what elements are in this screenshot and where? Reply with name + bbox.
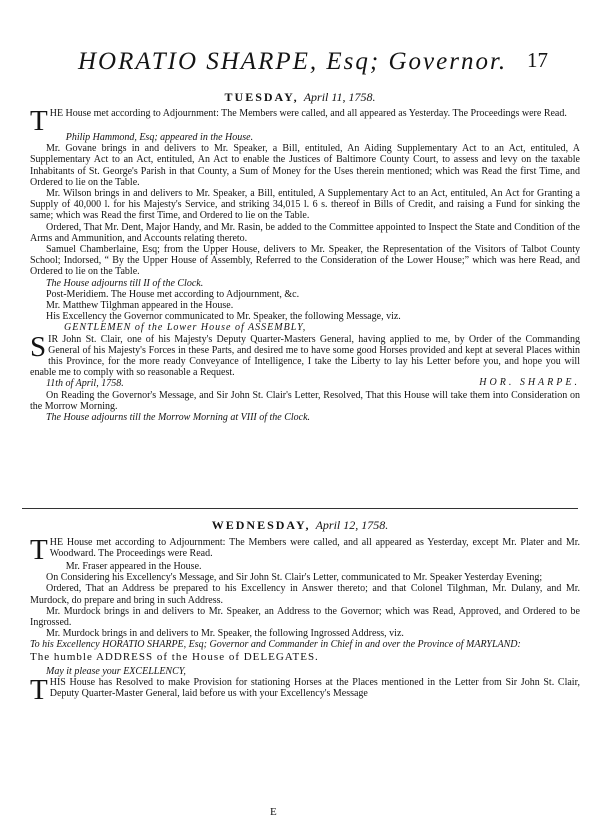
page-header <box>78 48 548 78</box>
address-title: The humble ADDRESS of the House of DELEGATES. <box>30 650 319 663</box>
tuesday-paragraph: The House adjourns till II of the Clock. <box>46 277 204 289</box>
wednesday-heading <box>0 518 600 533</box>
message-date: 11th of April, 1758. <box>46 378 124 390</box>
tuesday-dropcap: T <box>30 105 48 137</box>
tuesday-heading-day: TUESDAY, <box>224 90 299 104</box>
wednesday-paragraph: Mr. Murdock brings in and delivers to Mr. Speaker, the following Ingrossed Address, viz. <box>46 628 404 640</box>
tuesday-paragraph: His Excellency the Governor communicated to Mr. Speaker, the following Message, viz. <box>46 311 401 323</box>
tuesday-paragraph: Post-Meridiem. The House met according to Adjournment, &c. <box>46 288 300 300</box>
tuesday-opening-paragraph: THE House met according to Adjournment: The Members were called, and all appeared as Yesterday. The Proceedings were Read. <box>30 105 567 137</box>
tuesday-heading <box>0 90 600 105</box>
address-dropcap: T <box>30 674 48 707</box>
wednesday-paragraph: On Considering his Excellency's Message, and Sir John St. Clair's Letter, communicated to Mr. Speaker Yesterday Evening; <box>46 572 543 584</box>
governor-message: SIR John St. Clair, one of his Majesty's Deputy Quarter-Masters General, having applied to me, by Order of the Commanding General of his Majesty's Forces in these Parts, and desired me to have some good Horses provided and kept at several Places within this Province, for the more ready Conveyance of Intelligence, I take the Liberty to lay his Letter before you, and hope you will enable me to comply with so reasonable a Request. <box>30 330 580 379</box>
wednesday-paragraph: Ordered, That an Address be prepared to his Excellency in Answer thereto; and that Colonel Tilghman, Mr. Dulany, and Mr. Murdock, do prepare and bring in such Address. <box>30 583 580 606</box>
tuesday-paragraph: Philip Hammond, Esq; appeared in the House. <box>65 132 254 143</box>
address-recipient: To his Excellency HORATIO SHARPE, Esq; Governor and Commander in Chief in and over the Province of MARYLAND: <box>30 639 521 651</box>
message-salutation: GENTLEMEN of the Lower House of ASSEMBLY, <box>64 322 307 334</box>
message-signature: HOR. SHARPE. <box>479 377 580 389</box>
tuesday-paragraph: Samuel Chamberlaine, Esq; from the Upper House, delivers to Mr. Speaker, the Representation of the Visitors of Talbot County School; Indorsed, “ By the Upper House of Assembly, Referred to the Consideration of the Lower House;” which was here Read, and Ordered to lie on the Table. <box>30 244 580 278</box>
tuesday-paragraph: Mr. Wilson brings in and delivers to Mr. Speaker, a Bill, entituled, A Supplementary Act to an Act, entituled, An Act for Granting a Supply of 40,000 l. for his Majesty's Service, and striking 34,015 l. 6 s. thereof in Bills of Credit, and raising a Fund for sinking the same; which was Read the first Time, and Ordered to lie on the Table. <box>30 188 580 222</box>
signature-mark: E <box>270 806 277 818</box>
address-body: THIS House has Resolved to make Provision for stationing Horses at the Places mentioned in the Letter from Sir John St. Clair, Deputy Quarter-Master General, laid before us with your Excellency's Message <box>30 674 580 707</box>
page-number: 17 <box>527 48 548 72</box>
wednesday-paragraph: Mr. Fraser appeared in the House. <box>65 561 202 572</box>
message-date-line <box>30 378 580 389</box>
wednesday-opening-paragraph: THE House met according to Adjournment: The Members were called, and all appeared as Yesterday, except Mr. Plater and Mr. Woodward. The Proceedings were Read. <box>30 534 580 566</box>
address-salutation: May it please your EXCELLENCY, <box>46 665 186 677</box>
wednesday-heading-date: April 12, 1758. <box>315 518 389 532</box>
tuesday-paragraph: Mr. Govane brings in and delivers to Mr. Speaker, a Bill, entituled, An Aiding Supplementary Act to an Act, entituled, A Supplementary Act to an Act, entituled, An Act to enable the Justices of Baltimore County Court, to assess and levy on the taxable Inhabitants of St. George's Parish in that County, a Sum of Money for the Uses therein mentioned; which was Read the first Time, and Ordered to lie on the Table. <box>30 143 580 188</box>
tuesday-paragraph: Mr. Matthew Tilghman appeared in the House. <box>46 300 234 312</box>
tuesday-proceedings <box>30 105 580 424</box>
wednesday-dropcap: T <box>30 534 48 566</box>
wednesday-paragraph: Mr. Murdock brings in and delivers to Mr. Speaker, an Address to the Governor; which was Read, Approved, and Ordered to be Ingrossed. <box>30 605 580 629</box>
tuesday-paragraph: On Reading the Governor's Message, and Sir John St. Clair's Letter, Resolved, That this House will take them into Consideration on the Morrow Morning. <box>30 389 580 412</box>
message-dropcap: S <box>30 330 47 363</box>
wednesday-proceedings <box>30 534 580 707</box>
wednesday-heading-day: WEDNESDAY, <box>211 518 311 532</box>
tuesday-paragraph: The House adjourns till the Morrow Morning at VIII of the Clock. <box>46 412 311 424</box>
tuesday-paragraph: Ordered, That Mr. Dent, Major Handy, and Mr. Rasin, be added to the Committee appointed to Inspect the State and Condition of the Arms and Ammunition, and Accounts relating thereto. <box>30 221 580 244</box>
tuesday-heading-date: April 11, 1758. <box>303 90 376 104</box>
running-title: HORATIO SHARPE, Esq; Governor. <box>78 48 508 75</box>
section-divider <box>22 508 578 509</box>
